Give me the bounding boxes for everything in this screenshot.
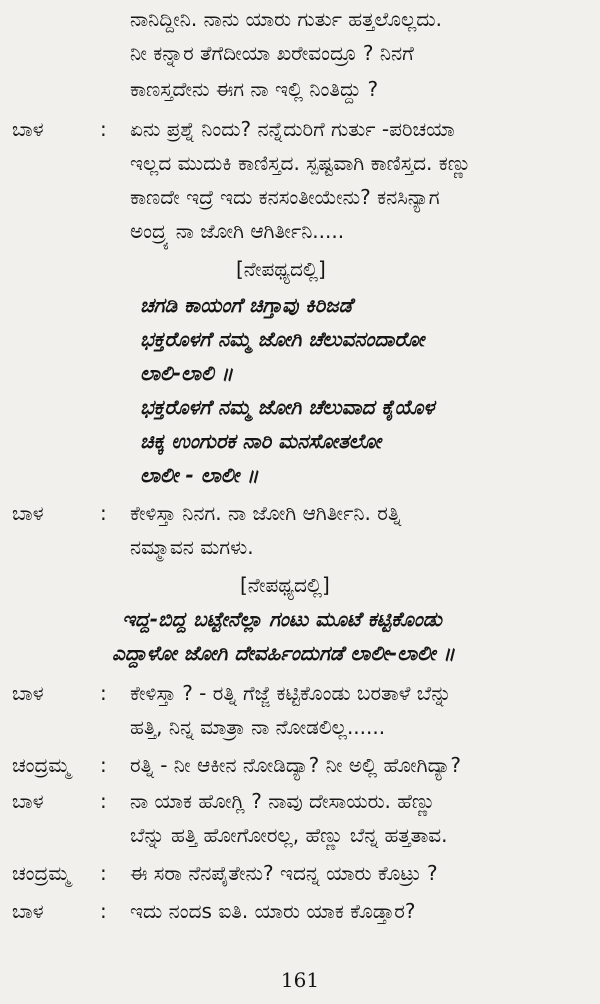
speaker-label: ಚಂದ್ರಮ್ಮ bbox=[12, 861, 71, 885]
song-line: ಚಗಡಿ ಕಾಯಂಗೆ ಚಿಗ್ತಾವು ಕಿರಿಜಡೆ bbox=[140, 293, 353, 317]
song-line: ಲಾಲಿ-ಲಾಲಿ ॥ bbox=[140, 361, 233, 385]
text-line: ಕಾಣಸ್ತದೇನು ಈಗ ನಾ ಇಲ್ಲಿ ನಿಂತಿದ್ದು ? bbox=[130, 77, 379, 101]
dialogue-line: ಹತ್ತಿ, ನಿನ್ನ ಮಾತ್ರಾ ನಾ ನೋಡಲಿಲ್ಲ...... bbox=[130, 715, 386, 739]
speaker-label: ಬಾಳ bbox=[12, 117, 44, 141]
text-line: ನೀ ಕನ್ನಾರ ತೆಗೆದೀಯಾ ಖರೇವಂದ್ರೂ ? ನಿನಗೆ bbox=[130, 41, 414, 65]
dialogue-line: ಬೆನ್ನು ಹತ್ತಿ ಹೋಗೋರಲ್ಲ, ಹೆಣ್ಣು ಬೆನ್ನ ಹತ್ತತಾವ. bbox=[130, 823, 448, 847]
stage-direction: [ನೇಪಥ್ಯದಲ್ಲಿ] bbox=[236, 257, 326, 281]
song-line: ಇದ್ದ-ಬಿದ್ದ ಬಟ್ಟೇನೆಲ್ಲಾ ಗಂಟು ಮೂಟೆ ಕಟ್ಟಿಕೊಂಡು bbox=[122, 607, 442, 631]
song-line: ಭಕ್ತರೊಳಗೆ ನಮ್ಮ ಜೋಗಿ ಚೆಲುವಾದ ಕೈಯೊಳ bbox=[140, 395, 435, 419]
dialogue-line: ನಮ್ಮಾವನ ಮಗಳು. bbox=[130, 535, 254, 559]
speaker-colon: : bbox=[100, 861, 107, 885]
dialogue-line: ಈ ಸರಾ ನೆನಪೈತೇನು? ಇದನ್ನ ಯಾರು ಕೊಟ್ರು ? bbox=[130, 861, 438, 885]
speaker-colon: : bbox=[100, 753, 107, 777]
speaker-colon: : bbox=[100, 789, 107, 813]
speaker-colon: : bbox=[100, 681, 107, 705]
dialogue-line: ಕಾಣದೇ ಇದ್ರೆ ಇದು ಕನಸಂತೀಯೇನು? ಕನಸಿನ್ಯಾಗ bbox=[130, 185, 440, 209]
song-line: ಎದ್ದಾಳೋ ಜೋಗಿ ದೇವರ್ಹಿಂದುಗಡೆ ಲಾಲೀ-ಲಾಲೀ ॥ bbox=[112, 641, 455, 665]
speaker-label: ಬಾಳ bbox=[12, 789, 44, 813]
song-line: ಭಕ್ತರೊಳಗೆ ನಮ್ಮ ಜೋಗಿ ಚೆಲುವನಂದಾರೋ bbox=[140, 327, 425, 351]
speaker-colon: : bbox=[100, 899, 107, 923]
dialogue-line: ಏನು ಪ್ರಶ್ನೆ ನಿಂದು? ನನ್ನೆದುರಿಗೆ ಗುರ್ತು -ಪರಿಚಯಾ bbox=[130, 117, 455, 141]
dialogue-line: ಇದು ನಂದs ಐತಿ. ಯಾರು ಯಾಕ ಕೊಡ್ತಾರ? bbox=[130, 899, 416, 923]
dialogue-line: ಇಲ್ಲದ ಮುದುಕಿ ಕಾಣಿಸ್ತದ. ಸ್ಪಷ್ಟವಾಗಿ ಕಾಣಿಸ್ತದ. ಕಣ್ಣು bbox=[130, 151, 472, 175]
speaker-colon: : bbox=[100, 501, 107, 525]
dialogue-line: ರತ್ನಿ - ನೀ ಆಕೀನ ನೋಡಿದ್ಯಾ? ನೀ ಅಲ್ಲಿ ಹೋಗಿದ್ಯಾ? bbox=[130, 753, 461, 777]
dialogue-line: ನಾ ಯಾಕ ಹೋಗ್ಲಿ ? ನಾವು ದೇಸಾಯರು. ಹೆಣ್ಣು bbox=[130, 789, 436, 813]
text-line: ನಾನಿದ್ದೀನಿ. ನಾನು ಯಾರು ಗುರ್ತು ಹತ್ತಲೊಲ್ಲದು. bbox=[130, 7, 442, 31]
speaker-label: ಚಂದ್ರಮ್ಮ bbox=[12, 753, 71, 777]
song-line: ಚಿಕ್ಕ ಉಂಗುರಕ ನಾರಿ ಮನಸೋತಲೋ bbox=[140, 429, 382, 453]
dialogue-line: ಕೇಳಿಸ್ತಾ ನಿನಗ. ನಾ ಜೋಗಿ ಆಗಿರ್ತೀನಿ. ರತ್ನಿ bbox=[130, 501, 402, 525]
dialogue-line: ಕೇಳಿಸ್ತಾ ? - ರತ್ನಿ ಗೆಜ್ಜೆ ಕಟ್ಟಿಕೊಂಡು ಬರತಾಳೆ ಬೆನ್ನು bbox=[130, 681, 452, 705]
speaker-colon: : bbox=[100, 117, 107, 141]
speaker-label: ಬಾಳ bbox=[12, 501, 44, 525]
song-line: ಲಾಲೀ - ಲಾಲೀ ॥ bbox=[140, 463, 259, 487]
stage-direction: [ನೇಪಥ್ಯದಲ್ಲಿ] bbox=[240, 573, 330, 597]
dialogue-line: ಅಂದ್ರ್ಯ ನಾ ಜೋಗಿ ಆಗಿರ್ತೀನಿ..... bbox=[130, 219, 345, 243]
page-number: 161 bbox=[280, 968, 320, 992]
speaker-label: ಬಾಳ bbox=[12, 681, 44, 705]
speaker-label: ಬಾಳ bbox=[12, 899, 44, 923]
